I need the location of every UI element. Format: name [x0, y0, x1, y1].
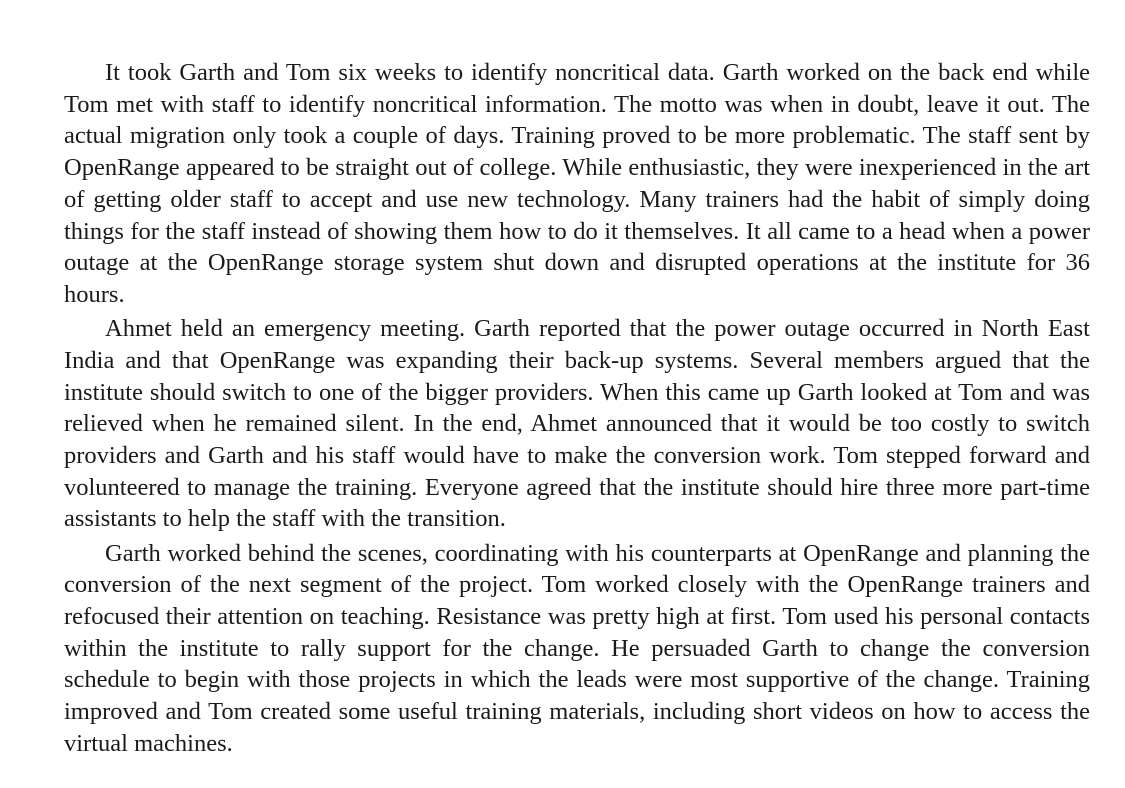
document-body: [64, 57, 1090, 762]
paragraph-1: It took Garth and Tom six weeks to identify noncritical data. Garth worked on the back end while Tom met with staff to identify noncritical information. The motto was when in doubt, leave it out. The actual migration only took a couple of days. Training proved to be more problematic. The staff sent by OpenRange appeared to be straight out of college. While enthusiastic, they were inexperienced in the art of getting older staff to accept and use new technology. Many trainers had the habit of simply doing things for the staff instead of showing them how to do it themselves. It all came to a head when a power outage at the OpenRange storage system shut down and disrupted operations at the institute for 36 hours.: [64, 59, 1090, 308]
paragraph-2: Ahmet held an emergency meeting. Garth reported that the power outage occurred in North East India and that OpenRange was expanding their back-up systems. Several members argued that the institute should switch to one of the bigger providers. When this came up Garth looked at Tom and was relieved when he remained silent. In the end, Ahmet announced that it would be too costly to switch providers and Garth and his staff would have to make the conversion work. Tom stepped forward and volunteered to manage the training. Everyone agreed that the institute should hire three more part-time assistants to help the staff with the transition.: [64, 315, 1090, 533]
paragraph-3: Garth worked behind the scenes, coordinating with his counterparts at OpenRange and planning the conversion of the next segment of the project. Tom worked closely with the OpenRange trainers and refocused their attention on teaching. Resistance was pretty high at first. Tom used his personal contacts within the institute to rally support for the change. He persuaded Garth to change the conversion schedule to begin with those projects in which the leads were most supportive of the change. Training improved and Tom created some useful training materials, including short videos on how to access the virtual machines.: [64, 539, 1090, 757]
